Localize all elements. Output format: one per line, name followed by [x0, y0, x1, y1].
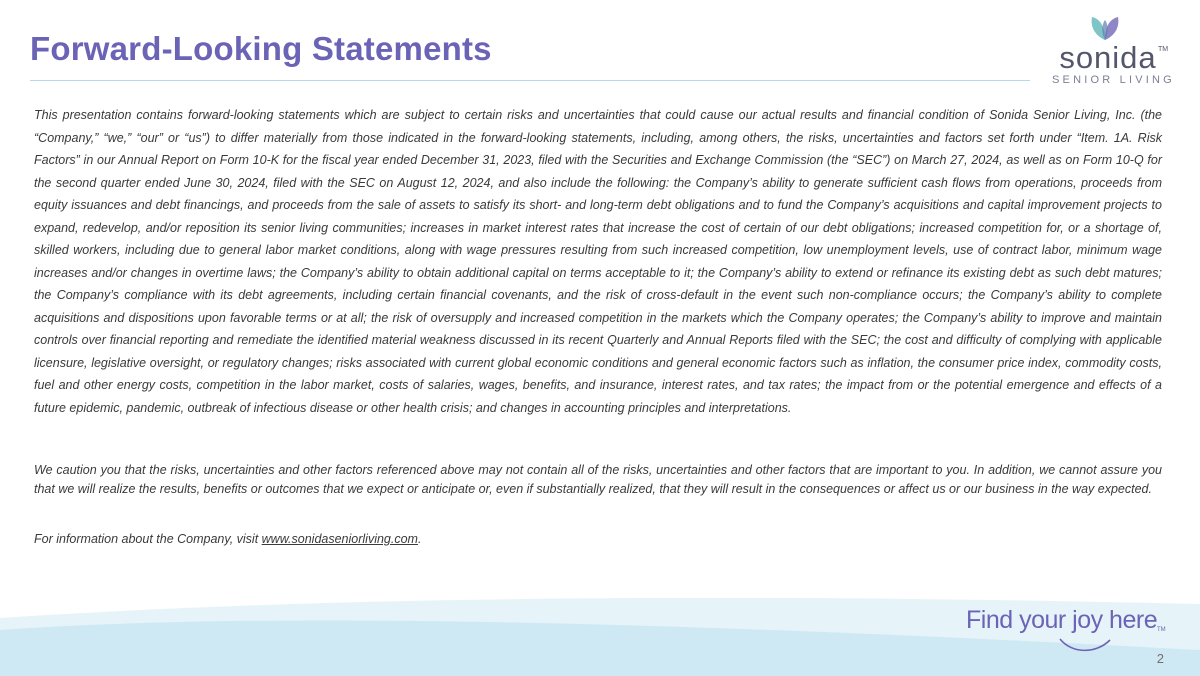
info-suffix: .	[417, 532, 422, 546]
info-paragraph	[34, 530, 1162, 549]
company-website-link[interactable]: www.sonidaseniorliving.com	[261, 532, 418, 546]
logo-trademark: TM	[1158, 46, 1169, 53]
disclaimer-paragraph: This presentation contains forward-looking statements which are subject to certain risks and uncertainties that could cause our actual results and financial condition of Sonida Senior Living, Inc. (the “Company,” “we,” “our” or “us”) to differ materially from those indicated in the forward-looking statements, including, among others, the risks, uncertainties and factors set forth under “Item. 1A. Risk Factors” in our Annual Report on Form 10-K for the fiscal year ended December 31, 2023, filed with the Securities and Exchange Commission (the “SEC”) on March 27, 2024, as well as on Form 10-Q for the second quarter ended June 30, 2024, filed with the SEC on August 12, 2024, and also include the following: the Company’s ability to generate sufficient cash flows from operations, proceeds from equity issuances and debt financings, and proceeds from the sale of assets to satisfy its short- and long-term debt obligations and to fund the Company’s acquisitions and capital improvement projects to expand, redevelop, and/or reposition its senior living communities; increases in market interest rates that increase the cost of certain of our debt obligations; increased competition for, or a shortage of, skilled workers, including due to general labor market conditions, along with wage pressures resulting from such increased competition, low unemployment levels, use of contract labor, minimum wage increases and/or changes in overtime laws; the Company’s ability to obtain additional capital on terms acceptable to it; the Company’s ability to extend or refinance its existing debt as such debt matures; the Company’s compliance with its debt agreements, including certain financial covenants, and the risk of cross-default in the event such non-compliance occurs; the Company’s ability to complete acquisitions and dispositions upon favorable terms or at all; the risk of oversupply and increased competition in the markets which the Company operates; the Company’s ability to improve and maintain controls over financial reporting and remediate the identified material weakness discussed in its recent Quarterly and Annual Reports filed with the SEC; the cost and difficulty of complying with applicable licensure, legislative oversight, or regulatory changes; risks associated with current global economic conditions and general economic factors such as inflation, the consumer price index, commodity costs, fuel and other energy costs, competition in the labor market, costs of salaries, wages, benefits, and insurance, interest rates, and tax rates; the impact from or the potential emergence and effects of a future epidemic, pandemic, outbreak of infectious disease or other health crisis; and changes in accounting principles and interpretations.	[34, 108, 1162, 415]
page-number: 2	[1156, 651, 1164, 666]
title-divider	[30, 80, 1030, 81]
tagline-smile-icon	[1058, 636, 1112, 654]
logo-subtitle: SENIOR LIVING	[1052, 74, 1175, 86]
footer-tagline: Find your joy here	[966, 606, 1158, 634]
tagline-trademark: TM	[1157, 627, 1166, 633]
butterfly-icon	[1088, 14, 1122, 42]
page-title: Forward-Looking Statements	[30, 30, 492, 67]
company-logo	[1040, 14, 1175, 90]
logo-wordmark: sonida	[1059, 40, 1157, 75]
caution-paragraph: We caution you that the risks, uncertainties and other factors referenced above may not contain all of the risks, uncertainties and other factors that are important to you. In addition, we cannot assure you that we will realize the results, benefits or outcomes that we expect or anticipate or, even if substantially realized, that they will result in the consequences or affect us or our business in the way expected.	[34, 463, 1162, 496]
info-prefix: For information about the Company, visit	[34, 532, 262, 546]
